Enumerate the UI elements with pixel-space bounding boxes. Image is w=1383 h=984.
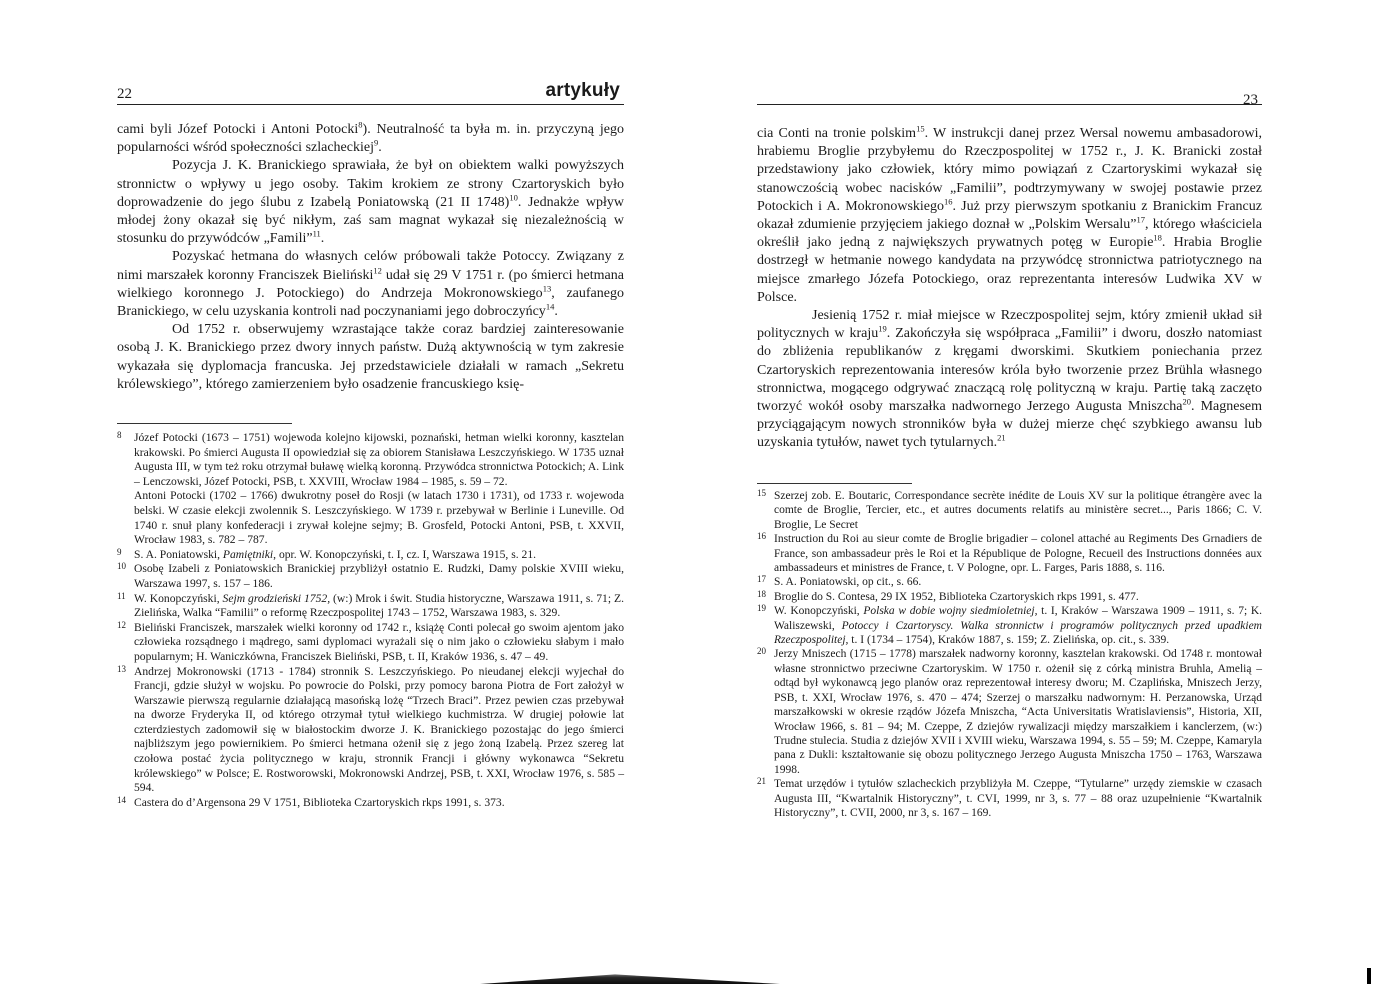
- footnote: [757, 590, 1262, 604]
- footnote: [117, 665, 624, 796]
- footnote-number: 13: [117, 663, 126, 674]
- text-run: Andrzej Mokronowski (1713 - 1784) stronnik S. Leszczyńskiego. Po nieudanej elekcji wyjechał do Francji, gdzie służył w wojsku. Po powrocie do Polski, przy pomocy barona Piotra de Fort założył w Warszawie pierwszą regularnie działającą masońską lożę “Trzech Braci”. Przez pewien czas przebywał na dworze Fryderyka II, od którego otrzymał tytuł wielkiego kuchmistrza. W drugiej połowie lat czterdziestych zadomowił się w białostockim dworze J. K. Branickiego pozostając do jego śmierci najbliższym jego powiernikiem. Po śmierci hetmana ożenił się z jego żoną Izabelą. Przez szereg lat czołowa postać życia politycznego w kraju, stronnik Francji i główny wykonawca “Sekretu królewskiego” w Polsce; E. Rostworowski, Mokronowski Andrzej, PSB, t. XXI, Wrocław 1976, s. 585 – 594.: [134, 664, 624, 795]
- footnote-ref: 19: [878, 323, 887, 334]
- footnote-number: 15: [757, 488, 766, 498]
- footnote: [117, 796, 624, 811]
- text-run: Instruction du Roi au sieur comte de Broglie brigadier – colonel attaché au Regiments Des Grnadiers de France, son ambassadeur près le Roi et la République de Pologne, Recueil des Instructions données aux ambassadeurs et ministres de France, t. V Pologne, opr. L. Farges, Paris 1888, s. 116.: [774, 533, 1262, 575]
- footnote: [117, 592, 624, 621]
- text-run: .: [320, 231, 325, 247]
- text-run: Pozyskać hetmana do własnych celów próbowali także Potoccy. Związany z nimi marszałek koronny Franciszek Bieliński: [117, 249, 624, 283]
- footnote-number: 11: [117, 590, 126, 601]
- paragraph: [117, 321, 624, 394]
- footnote: [117, 562, 624, 591]
- footnote-number: 18: [757, 588, 766, 599]
- footnote-ref: 20: [1182, 396, 1191, 407]
- text-run: , którego właściciela określił jako jedną z największych prywatnych potęg w Europie: [757, 217, 1263, 251]
- italic-title: Polska w dobie wojny siedmioletniej,: [863, 605, 1038, 618]
- footnotes-right: [757, 489, 1262, 820]
- body-text-left: [117, 121, 624, 394]
- text-run: . Jednakże wpływ młodej żony okazał się być nikłym, zaś sam magnat wykazał się niezależnością w stosunku do przywódców „Famili”: [117, 194, 624, 247]
- footnote: [117, 431, 624, 489]
- footnote-number: 12: [117, 619, 126, 630]
- footnote: [117, 621, 624, 665]
- text-run: W. Konopczyński,: [134, 591, 223, 605]
- text-run: Osobę Izabeli z Poniatowskich Branickiej przybliżył ostatnio E. Rudzki, Damy polskie XVIII wieku, Warszawa 1997, s. 157 – 186.: [134, 562, 624, 590]
- text-run: Temat urzędów i tytułów szlacheckich przybliżyła M. Czeppe, “Tytularne” urzędy ziemskie w czasach Augusta III, “Kwartalnik Historyczny”, t. CVI, 1999, nr 3, s. 77 – 88 oraz uzupełnienie “Kwartalnik Historyczny”, t. CVII, 2000, nr 3, s. 167 – 169.: [774, 778, 1262, 819]
- footnote: [757, 777, 1262, 820]
- text-run: t. I, Kraków – Warszawa 1909 – 1911, s. 7; K. Waliszewski,: [774, 605, 1263, 632]
- paragraph: [757, 307, 1262, 453]
- paragraph: [117, 248, 624, 321]
- text-run: Od 1752 r. obserwujemy wzrastające także coraz bardziej zainteresowanie osobą J. K. Branickiego przez dwory innych państw. Dużą aktywnością w tym zakresie wykazała się dyplomacja francuska. Jej przedstawiciele działali w ramach „Sekretu królewskiego”, którego zamierzeniem było osadzenie francuskiego księ-: [117, 322, 624, 392]
- text-run: . W instrukcji danej przez Wersal nowemu ambasadorowi, hrabiemu Broglie przybyłemu do Rzeczpospolitej w 1752 r., J. K. Branicki został przedstawiony jako człowiek, który mimo powiązań z Czartoryskimi wykazał się stanowczością wobec nacisków „Familii”, podtrzymywany w swojej postawie przez Potockich i A. Mokronowskiego: [757, 126, 1263, 214]
- text-run: Józef Potocki (1673 – 1751) wojewoda kolejno kijowski, poznański, hetman wielki koronny, kasztelan krakowski. Po śmierci Augusta II opowiedział się za obiorem Stanisława Leszczyńskiego. W 1735 uznał Augusta III, w tym też roku otrzymał buławę wielką koronną. Przywódca stronnictwa Potockich; A. Link – Lenczowski, Józef Potocki, PSB, t. XXVIII, Wrocław 1984 – 1985, s. 59 – 72.: [134, 431, 624, 488]
- footnote-ref: 17: [1136, 214, 1145, 225]
- header-rule-right: [757, 104, 1262, 105]
- header-rule-left: [117, 104, 624, 105]
- footnotes-left: [117, 431, 624, 810]
- footnote-ref: 15: [916, 123, 925, 134]
- page-number-left: 22: [117, 86, 132, 102]
- scan-edge-mark: [1367, 968, 1371, 984]
- footnote-number: 21: [757, 776, 766, 787]
- footnote-ref: 9: [373, 137, 379, 148]
- footnote-number: 17: [757, 574, 766, 585]
- footnote: [757, 575, 1262, 589]
- body-text-right: [757, 125, 1262, 453]
- footnote: [757, 604, 1262, 647]
- footnote: [117, 489, 624, 547]
- text-run: .: [378, 140, 382, 156]
- text-run: cia Conti na tronie polskim: [757, 126, 917, 141]
- text-run: . Hrabia Broglie dostrzegł w hetmanie nowego kandydata na przywódcę stronnictwa patriotycznego na miejsce zmarłego Józefa Potockiego, oraz reprezentanta interesów Ludwika XV w Polsce.: [757, 235, 1262, 305]
- paragraph: [757, 125, 1262, 307]
- text-run: .: [554, 304, 558, 320]
- text-run: t. I (1734 – 1754), Kraków 1887, s. 159; Z. Zielińska, op. cit., s. 339.: [848, 634, 1170, 647]
- text-run: (w:) Mrok i świt. Studia historyczne, Warszawa 1911, s. 71; Z. Zielińska, Walka “Familii” o reformę Rzeczpospolitej 1743 – 1752, Warszawa 1983, s. 329.: [134, 591, 624, 620]
- footnote-ref: 21: [997, 432, 1006, 443]
- footnote: [757, 647, 1262, 777]
- footnote-number: 19: [757, 603, 766, 614]
- footnote-ref: 14: [545, 301, 555, 312]
- footnote-rule-left: [117, 423, 292, 424]
- text-run: S. A. Poniatowski,: [134, 547, 223, 561]
- italic-title: Pamiętniki: [222, 547, 274, 561]
- footnote-number: 9: [117, 546, 122, 557]
- text-run: ). Neutralność ta była m. in. przyczyną jego popularności wśród społeczności szlacheckiej: [117, 122, 624, 156]
- paragraph: [117, 121, 624, 157]
- italic-title: Sejm grodzieński 1752,: [222, 591, 331, 605]
- footnote-rule-right: [757, 483, 912, 484]
- text-run: . Magnesem przyciągającym nowych stronników była w dużej mierze chęć szybkiego awansu lub uzyskania tytułów, nawet tych tytularnych.: [757, 399, 1262, 451]
- text-run: Pozycja J. K. Branickiego sprawiała, że był on obiektem walki powyższych stronnictw o wpływy u jego osoby. Takim krokiem ze strony Czartoryskich było doprowadzenie do jego ślubu z Izabelą Poniatowską (21 II 1748): [117, 158, 624, 210]
- footnote-ref: 11: [312, 228, 321, 239]
- footnote: [757, 532, 1262, 575]
- footnote-number: 16: [757, 531, 766, 542]
- text-run: , opr. W. Konopczyński, t. I, cz. I, Warszawa 1915, s. 21.: [273, 547, 537, 561]
- paragraph: [117, 157, 624, 248]
- text-run: Broglie do S. Contesa, 29 IX 1952, Biblioteka Czartoryskich rkps 1991, s. 477.: [774, 590, 1139, 603]
- text-run: , zaufanego Branickiego, w celu uzyskania kontroli nad poczynaniami jego dobroczyńcy: [117, 285, 624, 320]
- footnote-ref: 12: [373, 264, 382, 275]
- text-run: W. Konopczyński,: [774, 605, 864, 618]
- section-title: artykuły: [545, 80, 620, 101]
- footnote: [117, 548, 624, 563]
- text-run: S. A. Poniatowski, op cit., s. 66.: [774, 576, 922, 589]
- footnote-ref: 16: [944, 196, 953, 207]
- text-run: Castera do d’Argensona 29 V 1751, Biblioteka Czartoryskich rkps 1991, s. 373.: [134, 795, 505, 809]
- text-run: Bieliński Franciszek, marszałek wielki koronny od 1742 r., książę Conti polecał go swoim ajentom jako człowieka rozsądnego i mądrego, sami dyplomaci wyrażali się o nim jako o człowieku słabym i mało popularnym; H. Waniczkówna, Franciszek Bieliński, PSB, t. II, Kraków 1936, s. 47 – 49.: [134, 620, 624, 663]
- italic-title: Potoccy i Czartoryscy. Walka stronnictw i programów politycznych przed upadkiem Rzeczpospolitej,: [774, 619, 1262, 647]
- page-number-right: 23: [1243, 92, 1258, 108]
- text-run: . Już przy pierwszym spotkaniu z Branickim Francuz okazał zdumienie przyjęciem jakiego doznał w „Polskim Wersalu”: [757, 198, 1262, 233]
- footnote-number: 20: [757, 646, 766, 657]
- footnote-ref: 18: [1153, 232, 1162, 243]
- text-run: Szerzej zob. E. Boutaric, Correspondance secrète inédite de Louis XV sur la politique étrangère avec la comte de Broglie, Tercier, etc., et autres documents relatifs au ministère secret..., Paris 1866; C. V. Broglie, Le Secret: [774, 490, 1262, 531]
- text-run: . Zakończyła się współpraca „Familii” i dworu, doszło natomiast do zbliżenia republikanów z kręgami dworskimi. Skutkiem poniechania przez Czartoryskich reprezentowania interesów króla było tworzenie przez Brühla własnego stronnictwa, mogącego odgrywać znaczącą rolę polityczną w kraju. Partię taką zaczęto tworzyć wokół osoby marszałka nadwornego Jerzego Augusta Mniszcha: [757, 326, 1263, 415]
- text-run: Jesienią 1752 r. miał miejsce w Rzeczpospolitej sejm, który zmienił układ sił politycznych w kraju: [757, 308, 1262, 342]
- text-run: udał się 29 V 1751 r. (po śmierci hetmana wielkiego koronnego J. Potockiego) do Andrzeja Mokronowskiego: [117, 267, 624, 301]
- footnote-number: 8: [117, 430, 122, 440]
- footnote-number: 14: [117, 794, 126, 805]
- footnote-ref: 8: [358, 119, 363, 130]
- text-run: Antoni Potocki (1702 – 1766) dwukrotny poseł do Rosji (w latach 1730 i 1731), od 1733 r. wojewoda belski. W czasie elekcji zwolennik S. Leszczyńskiego. W 1739 r. przebywał w Berlinie i Luneville. Od 1740 r. snuł plany konfederacji i zrywał kolejne sejmy; B. Grosfeld, Potocki Antoni, PSB, t. XXVII, Wrocław 1983, s. 782 – 787.: [134, 489, 624, 547]
- footnote-number: 10: [117, 561, 126, 572]
- footnote-ref: 13: [542, 283, 552, 294]
- footnote: [757, 489, 1262, 532]
- text-run: cami byli Józef Potocki i Antoni Potocki: [117, 122, 359, 137]
- footnote-ref: 10: [509, 192, 518, 203]
- scan-binding-shadow: [480, 968, 780, 984]
- text-run: Jerzy Mniszech (1715 – 1778) marszałek nadworny koronny, kasztelan krakowski. Od 1748 r. montował własne stronnictwo przeciwne Czartoryskim. W 1750 r. ożenił się z córką ministra Bruhla, Amelią – odtąd był wykonawcą jego planów oraz reprezentował interesy dworu; M. Czaplińska, Mniszech Jerzy, PSB, t. XXI, Wrocław 1976, s. 470 – 474; Szerzej o marszałku nadwornym: H. Perzanowska, Urząd marszałkowski w okresie rządów Józefa Mniszcha, “Acta Universitatis Wratislaviensis”, Historia, XII, Wrocław 1966, s. 81 – 94; M. Czeppe, Z dziejów rywalizacji między marszałkiem i kanclerzem, (w:) Trudne stulecia. Studia z dziejów XVII i XVIII wieku, Warszawa 1994, s. 55 – 59; M. Czeppe, Kamaryla pana z Dukli: kształtowanie się obozu politycznego Jerzego Augusta Mniszcha 1750 – 1763, Warszawa 1998.: [774, 648, 1262, 776]
